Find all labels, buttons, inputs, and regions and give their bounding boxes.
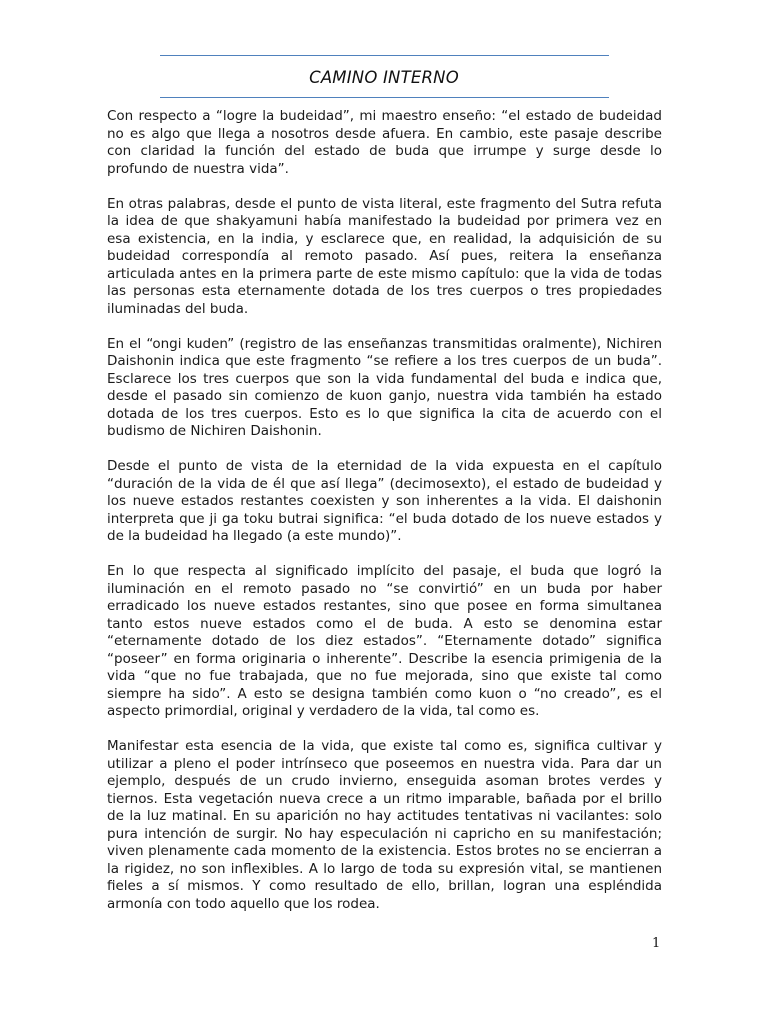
- paragraph-6: Manifestar esta esencia de la vida, que existe tal como es, significa cultivar y utilizar a pleno el poder intrínseco que poseemos en nuestra vida. Para dar un ejemplo, después de un crudo invierno, enseguida asoman brotes verdes y tiernos. Esta vegetación nueva crece a un ritmo imparable, bañada por el brillo de la luz matinal. En su aparición no hay actitudes tentativas ni vacilantes: solo pura intención de surgir. No hay especulación ni capricho en su manifestación; viven plenamente cada momento de la existencia. Estos brotes no se encierran a la rigidez, no son inflexibles. A lo largo de toda su expresión vital, se mantienen fieles a sí mismos. Y como resultado de ello, brillan, logran una espléndida armonía con todo aquello que los rodea.: [107, 738, 662, 912]
- title-bottom-rule: [160, 97, 609, 98]
- paragraph-2: En otras palabras, desde el punto de vista literal, este fragmento del Sutra refuta la idea de que shakyamuni había manifestado la budeidad por primera vez en esa existencia, en la india, y esclarece que, en realidad, la adquisición de su budeidad correspondía al remoto pasado. Así pues, reitera la enseñanza articulada antes en la primera parte de este mismo capítulo: que la vida de todas las personas esta eternamente dotada de los tres cuerpos o tres propiedades iluminadas del buda.: [107, 195, 662, 317]
- paragraph-1: Con respecto a “logre la budeidad”, mi maestro enseño: “el estado de budeidad no es algo que llega a nosotros desde afuera. En cambio, este pasaje describe con claridad la función del estado de buda que irrumpe y surge desde lo profundo de nuestra vida”.: [107, 108, 662, 177]
- paragraph-3: En el “ongi kuden” (registro de las enseñanzas transmitidas oralmente), Nichiren Daishonin indica que este fragmento “se refiere a los tres cuerpos de un buda”. Esclarece los tres cuerpos que son la vida fundamental del buda e indica que, desde el pasado sin comienzo de kuon ganjo, nuestra vida también ha estado dotada de los tres cuerpos. Esto es lo que significa la cita de acuerdo con el budismo de Nichiren Daishonin.: [107, 335, 662, 439]
- page-title: CAMINO INTERNO: [309, 68, 459, 87]
- title-top-rule: [160, 55, 609, 56]
- paragraph-5: En lo que respecta al significado implícito del pasaje, el buda que logró la iluminación en el remoto pasado no “se convirtió” en un buda por haber erradicado los nueve estados restantes, sino que posee en forma simultanea tanto estos nueve estados como el de buda. A esto se denomina estar “eternamente dotado de los diez estados”. “Eternamente dotado” significa “poseer” en forma originaria o inherente”. Describe la esencia primigenia de la vida “que no fue trabajada, que no fue mejorada, sino que existe tal como siempre ha sido”. A esto se designa también como kuon o “no creado”, es el aspecto primordial, original y verdadero de la vida, tal como es.: [107, 563, 662, 719]
- document-body: [107, 108, 662, 931]
- paragraph-4: Desde el punto de vista de la eternidad de la vida expuesta en el capítulo “duración de la vida de él que así llega” (decimosexto), el estado de budeidad y los nueve estados restantes coexisten y son inherentes a la vida. El daishonin interpreta que ji ga toku butrai significa: “el buda dotado de los nueve estados y de la budeidad ha llegado (a este mundo)”.: [107, 458, 662, 544]
- page-number: 1: [652, 936, 661, 951]
